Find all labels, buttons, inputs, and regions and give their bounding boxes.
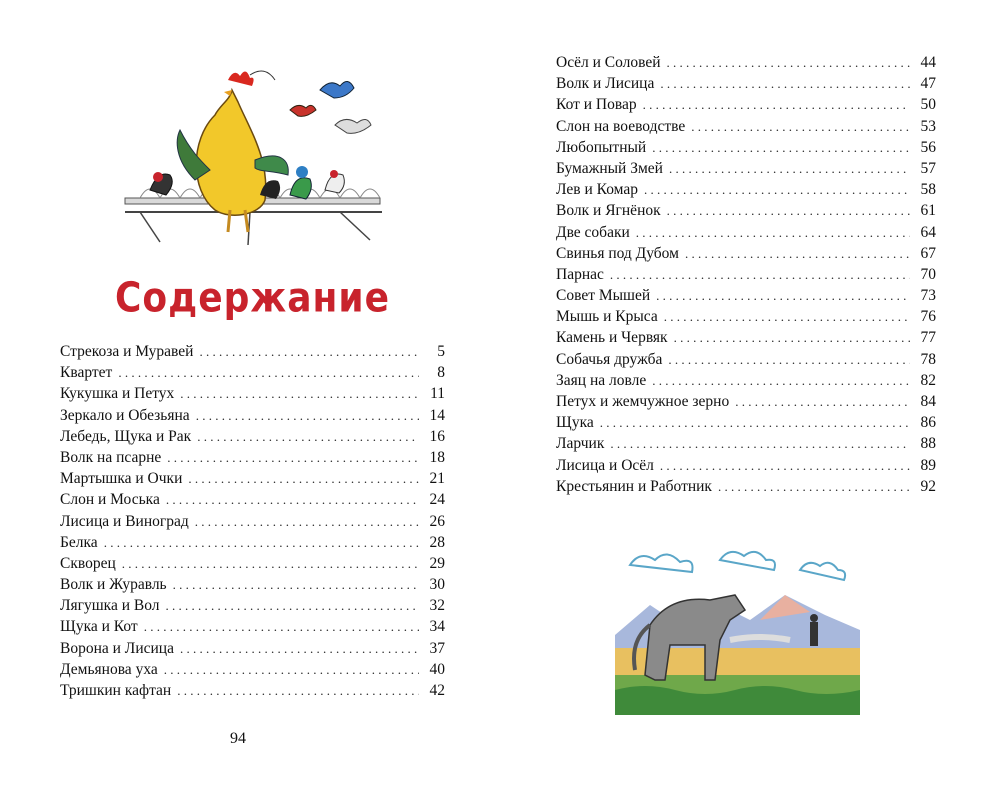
toc-entry-page: 82 [920,371,936,389]
toc-entry [60,616,445,637]
toc-leader-dots [104,532,419,553]
toc-entry-title: Лисица и Осёл [556,456,654,474]
toc-entry [60,489,445,510]
toc-entry-page: 40 [429,660,445,678]
toc-entry-page: 28 [429,533,445,551]
toc-entry-page: 70 [920,265,936,283]
toc-entry-title: Заяц на ловле [556,371,647,389]
toc-entry [556,370,936,391]
toc-entry [60,574,445,595]
toc-entry [60,405,445,426]
toc-leader-dots [144,616,419,637]
toc-entry-title: Лев и Комар [556,181,639,199]
toc-entry-page: 5 [437,343,445,360]
toc-entry-title: Совет Мышей [556,287,651,305]
toc-leader-dots [199,341,419,362]
toc-leader-dots [652,370,910,391]
toc-entry-title: Камень и Червяк [556,329,668,347]
toc-leader-dots [118,362,419,383]
toc-entry-title: Лисица и Виноград [60,512,189,530]
toc-leader-dots [180,638,419,659]
toc-entry [556,391,936,412]
toc-entry-title: Крестьянин и Работник [556,477,712,495]
toc-entry-title: Кот и Повар [556,96,637,114]
toc-entry [60,532,445,553]
toc-entry-page: 84 [920,393,936,410]
toc-entry-page: 34 [429,618,445,636]
toc-leader-dots [643,94,910,115]
toc-entry-page: 61 [920,202,936,220]
toc-leader-dots [600,412,910,433]
toc-leader-dots [173,574,419,595]
toc-entry-title: Свинья под Дубом [556,244,679,262]
toc-entry-page: 76 [920,308,936,326]
toc-entry-title: Бумажный Змей [556,159,663,177]
toc-leader-dots [610,264,910,285]
toc-entry-title: Две собаки [556,223,630,241]
toc-leader-dots [685,243,910,264]
toc-entry [556,243,936,264]
toc-leader-dots [196,405,419,426]
rooster-and-birds-illustration [120,60,390,245]
toc-entry-page: 26 [429,512,445,530]
toc-leader-dots [718,476,910,497]
toc-entry [556,455,936,476]
toc-entry-title: Скворец [60,554,116,572]
toc-entry [556,285,936,306]
toc-entry-page: 67 [920,244,936,262]
toc-leader-dots [660,73,910,94]
toc-entry-title: Щука [556,414,594,432]
toc-leader-dots [636,222,910,243]
toc-leader-dots [652,137,910,158]
toc-entry-title: Зеркало и Обезьяна [60,406,190,424]
toc-entry [60,595,445,616]
toc-entry [556,349,936,370]
toc-entry [60,362,445,383]
toc-entry-page: 8 [437,364,445,382]
toc-entry-page: 16 [429,427,445,445]
toc-entry-page: 29 [429,554,445,572]
toc-entry-page: 92 [920,477,936,495]
toc-entry-page: 47 [920,75,936,93]
toc-entry-page: 58 [920,181,936,199]
toc-entry [60,638,445,659]
toc-entry-title: Лебедь, Щука и Рак [60,427,192,445]
toc-entry-title: Кукушка и Петух [60,385,175,403]
toc-leader-dots [610,433,910,454]
toc-entry-page: 89 [920,456,936,474]
toc-leader-dots [664,306,910,327]
toc-entry-title: Мышь и Крыса [556,308,658,326]
toc-leader-dots [667,200,910,221]
toc-leader-dots [195,511,419,532]
toc-leader-dots [197,426,419,447]
toc-entry [556,264,936,285]
toc-leader-dots [656,285,910,306]
toc-entry-title: Слон и Моська [60,491,160,509]
toc-entry-page: 37 [429,639,445,657]
toc-leader-dots [660,455,910,476]
toc-entry [60,680,445,701]
toc-right-column [556,52,936,497]
toc-entry-title: Щука и Кот [60,618,138,636]
toc-entry [556,179,936,200]
toc-entry-page: 44 [920,54,936,71]
toc-entry-page: 57 [920,159,936,177]
toc-entry-page: 64 [920,223,936,241]
toc-entry-page: 77 [920,329,936,347]
toc-entry-title: Слон на воеводстве [556,117,686,135]
toc-entry-page: 14 [429,406,445,424]
toc-entry [556,94,936,115]
toc-leader-dots [167,447,419,468]
toc-entry-page: 56 [920,138,936,156]
toc-entry-page: 24 [429,491,445,509]
toc-entry-title: Ворона и Лисица [60,639,174,657]
toc-entry-title: Тришкин кафтан [60,682,172,699]
toc-entry [556,222,936,243]
toc-entry-page: 78 [920,350,936,368]
toc-entry-title: Белка [60,533,98,551]
toc-entry-title: Волк и Журавль [60,576,167,594]
toc-entry [556,73,936,94]
toc-entry [60,426,445,447]
contents-heading: Содержание [114,274,391,323]
toc-leader-dots [667,52,910,73]
toc-entry-page: 86 [920,414,936,432]
toc-entry [556,306,936,327]
toc-entry-page: 11 [430,385,445,403]
toc-entry-page: 50 [920,96,936,114]
toc-entry-page: 32 [429,597,445,615]
toc-entry [556,433,936,454]
toc-left-column [60,341,445,701]
toc-entry-title: Волк и Лисица [556,75,655,93]
toc-entry-title: Парнас [556,265,604,283]
toc-entry [556,476,936,497]
toc-leader-dots [166,489,419,510]
toc-leader-dots [735,391,910,412]
toc-leader-dots [674,327,910,348]
toc-entry-title: Любопытный [556,138,647,156]
toc-entry-title: Мартышка и Очки [60,470,183,488]
toc-entry [60,341,445,362]
toc-leader-dots [644,179,910,200]
toc-entry [556,158,936,179]
toc-entry-page: 53 [920,117,936,135]
toc-entry [60,659,445,680]
toc-leader-dots [188,468,419,489]
toc-leader-dots [166,595,419,616]
toc-entry-title: Петух и жемчужное зерно [556,393,730,410]
toc-entry-page: 21 [429,470,445,488]
toc-entry [60,447,445,468]
toc-entry [60,511,445,532]
toc-entry-page: 42 [429,682,445,699]
toc-entry [556,200,936,221]
toc-entry [556,412,936,433]
toc-leader-dots [668,349,910,370]
toc-leader-dots [164,659,419,680]
toc-entry [556,327,936,348]
toc-entry-title: Осёл и Соловей [556,54,661,71]
toc-entry [556,52,936,73]
toc-entry-page: 18 [429,448,445,466]
toc-entry-title: Стрекоза и Муравей [60,343,194,360]
toc-entry-title: Лягушка и Вол [60,597,160,615]
toc-entry-title: Волк и Ягнёнок [556,202,661,220]
toc-entry-title: Квартет [60,364,113,382]
toc-leader-dots [122,553,419,574]
toc-entry-title: Демьянова уха [60,660,158,678]
toc-leader-dots [691,116,910,137]
toc-entry [60,468,445,489]
toc-entry [556,116,936,137]
toc-leader-dots [177,680,419,701]
toc-entry [60,553,445,574]
page-number: 94 [230,730,246,747]
toc-entry-title: Ларчик [556,435,605,453]
toc-entry-title: Собачья дружба [556,350,663,368]
toc-entry-page: 88 [920,435,936,453]
toc-entry [556,137,936,158]
toc-leader-dots [180,383,419,404]
wolf-in-field-illustration [610,540,865,720]
toc-entry [60,383,445,404]
toc-entry-title: Волк на псарне [60,448,162,466]
toc-leader-dots [669,158,910,179]
toc-entry-page: 30 [429,576,445,594]
toc-entry-page: 73 [920,287,936,305]
